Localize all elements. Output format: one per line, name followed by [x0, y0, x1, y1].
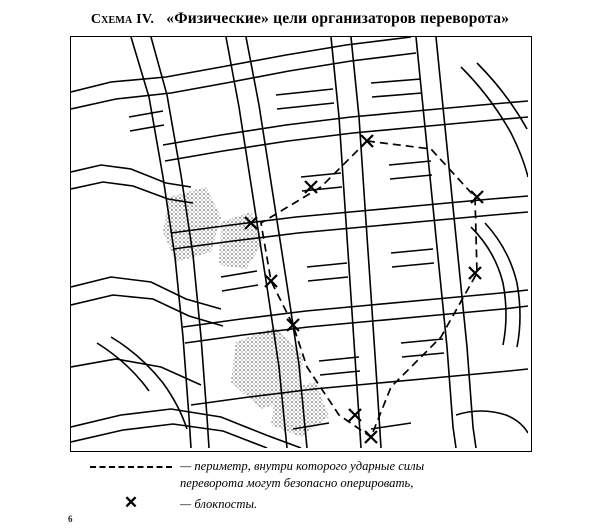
map-figure: [70, 36, 532, 452]
corner-mark: 6: [68, 514, 73, 524]
cross-glyph: ✕: [123, 493, 139, 512]
legend-checkpoints-line1: — блокпосты.: [180, 497, 258, 511]
legend-item-checkpoints: [82, 493, 258, 514]
cross-icon: [82, 493, 180, 514]
page-title: [0, 10, 600, 28]
title-main: «Физические» цели организаторов переворота»: [166, 10, 510, 27]
legend-item-perimeter: [82, 458, 424, 492]
title-prefix: Схема IV.: [90, 12, 155, 27]
map-legend: [70, 458, 530, 522]
legend-perimeter-line1: — периметр, внутри которого ударные силы: [180, 459, 425, 473]
map-svg: [71, 37, 528, 448]
dashed-line-icon: [82, 458, 180, 476]
legend-perimeter-line2: переворота могут безопасно оперировать,: [180, 476, 414, 490]
